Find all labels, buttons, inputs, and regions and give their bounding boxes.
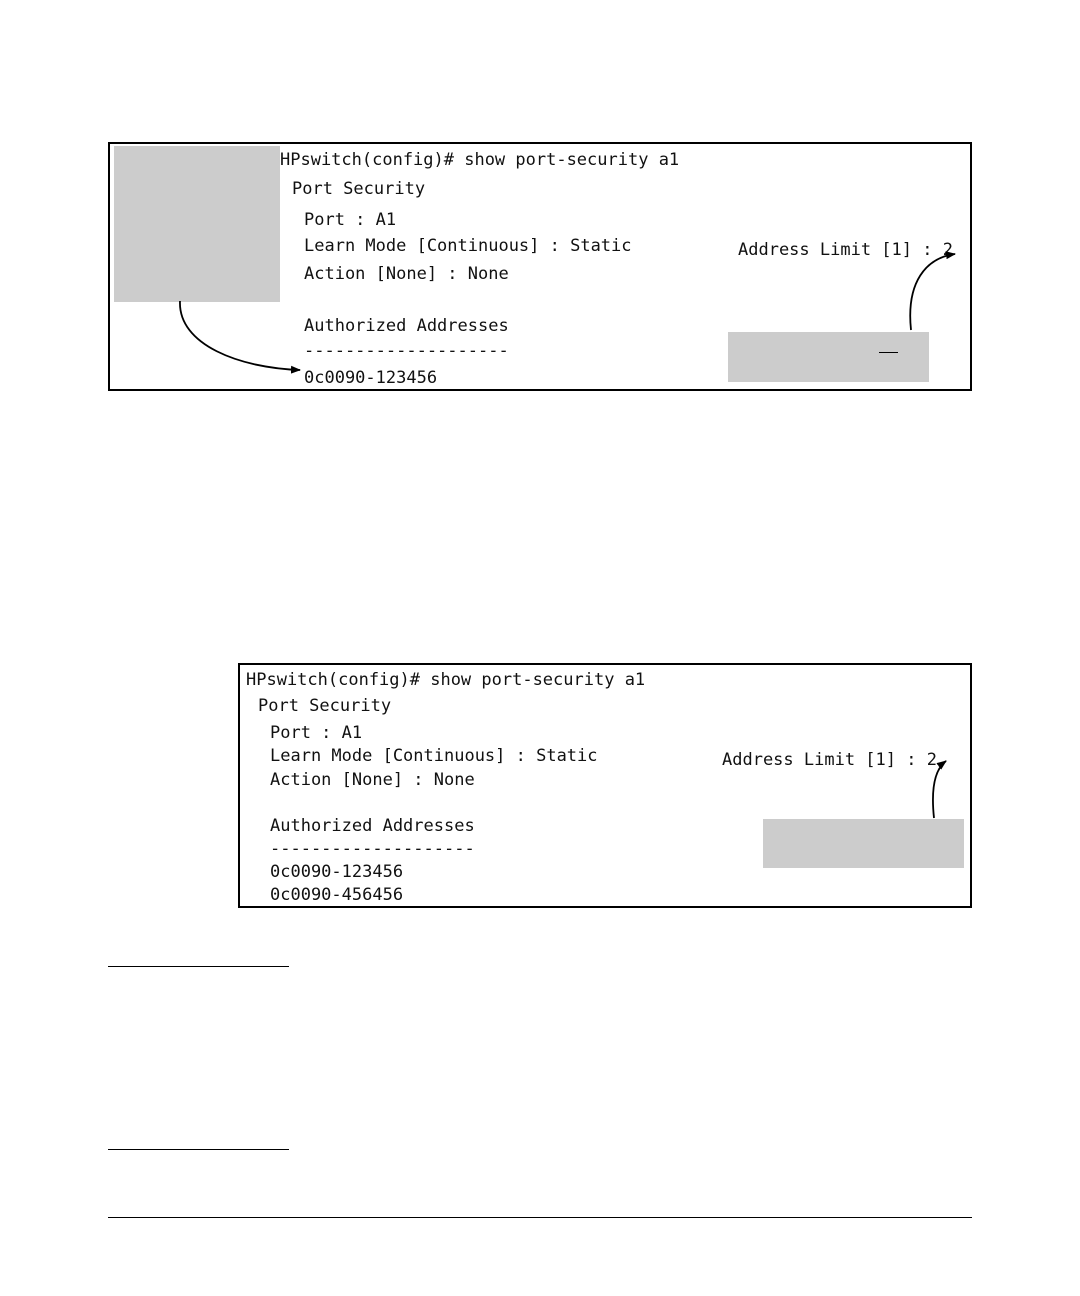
figure-2-heading-line: Port Security <box>258 696 392 716</box>
figure-1-address-1-line: 0c0090-123456 <box>304 368 438 388</box>
figure-2-addresses-header-line: Authorized Addresses <box>270 816 475 836</box>
figure-1-separator-line: -------------------- <box>304 341 509 361</box>
figure-2-separator-line: -------------------- <box>270 839 475 859</box>
figure-2-address-limit-line: Address Limit [1] : 2 <box>722 750 937 770</box>
figure-2-learn-mode-line: Learn Mode [Continuous] : Static <box>270 746 598 766</box>
figure-2-port-line: Port : A1 <box>270 723 363 743</box>
figure-1-arrow-to-address <box>180 301 300 370</box>
figure-2-action-line: Action [None] : None <box>270 770 475 790</box>
figure-1-addresses-header-line: Authorized Addresses <box>304 316 509 336</box>
figure-2-address-1-line: 0c0090-123456 <box>270 862 404 882</box>
figure-1-prompt-line: HPswitch(config)# show port-security a1 <box>280 150 680 170</box>
figure-1-port-line: Port : A1 <box>304 210 397 230</box>
note-rule-top <box>108 966 289 967</box>
figure-1-learn-mode-line: Learn Mode [Continuous] : Static <box>304 236 632 256</box>
figure-2-address-2-line: 0c0090-456456 <box>270 885 404 905</box>
figure-2-arrow-to-address-limit <box>933 761 946 818</box>
figure-1-heading-line: Port Security <box>292 179 426 199</box>
figure-1-arrow-to-address-limit <box>910 254 955 330</box>
page-footer-rule <box>108 1217 972 1218</box>
figure-1-action-line: Action [None] : None <box>304 264 509 284</box>
figure-2-prompt-line: HPswitch(config)# show port-security a1 <box>246 670 646 690</box>
note-rule-bottom <box>108 1149 289 1150</box>
figure-1-address-limit-line: Address Limit [1] : 2 <box>738 240 953 260</box>
